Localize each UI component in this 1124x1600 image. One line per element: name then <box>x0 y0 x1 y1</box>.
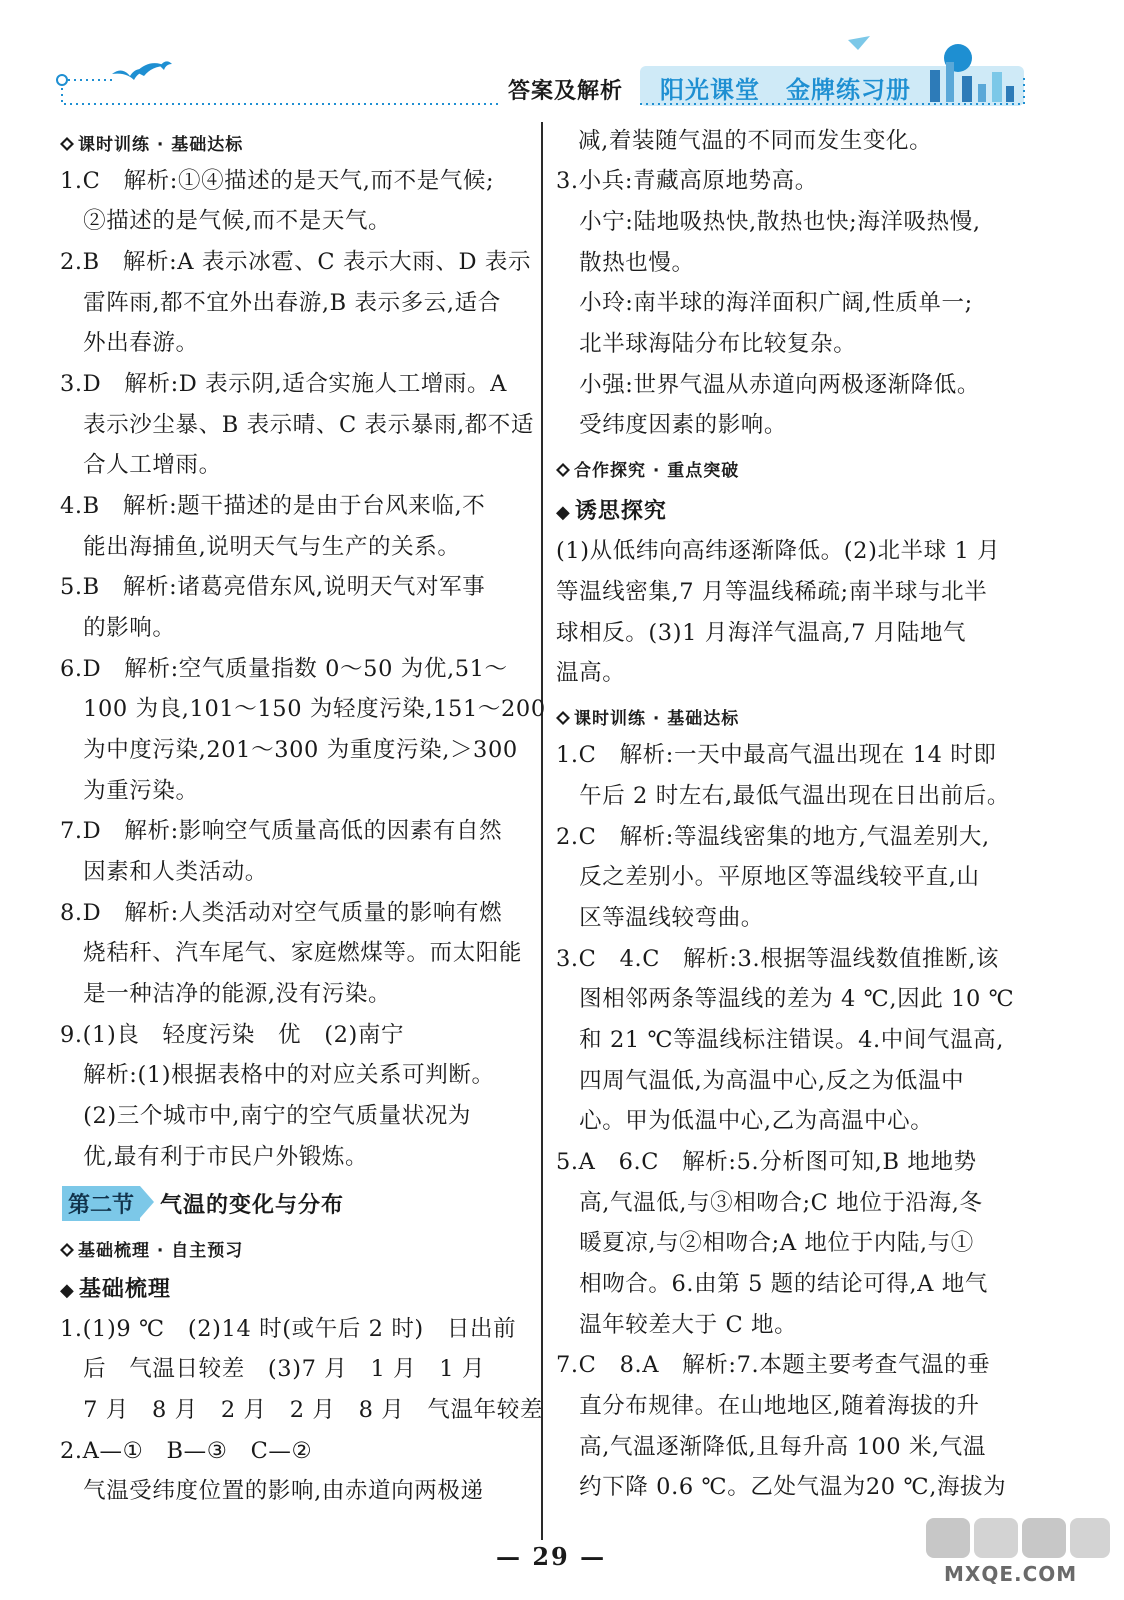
answer-line: 合人工增雨。 <box>60 452 222 478</box>
answer-line: 反之差别小。平原地区等温线较平直,山 <box>556 864 980 890</box>
answer-line: 7.D 解析:影响空气质量高低的因素有自然 <box>60 818 503 844</box>
answer-line: 直分布规律。在山地地区,随着海拔的升 <box>556 1393 980 1419</box>
diamond-bullet-icon: ◆ <box>556 502 571 523</box>
answer-line: 8.D 解析:人类活动对空气质量的影响有燃 <box>60 900 503 926</box>
answer-line: 2.B 解析:A 表示冰雹、C 表示大雨、D 表示 <box>60 249 532 275</box>
section-bar-training: 课时训练 · 基础达标 <box>60 130 243 155</box>
page-number: — 29 — <box>496 1542 607 1571</box>
answer-line: 的影响。 <box>60 615 176 641</box>
subsection-title: ◆ 诱思探究 <box>556 499 667 524</box>
answer-line: 解析:(1)根据表格中的对应关系可判断。 <box>60 1062 495 1088</box>
section-bar-training-2: 课时训练 · 基础达标 <box>556 704 739 729</box>
answer-line: 4.B 解析:题干描述的是由于台风来临,不 <box>60 493 486 519</box>
series-title: 阳光课堂 <box>660 76 760 104</box>
answer-line: 6.D 解析:空气质量指数 0～50 为优,51～ <box>60 656 508 682</box>
answer-title: 答案及解析 <box>508 79 624 104</box>
answer-line: 气温受纬度位置的影响,由赤道向两极递 <box>60 1478 484 1504</box>
header-decoration <box>0 0 1124 130</box>
answer-line: 受纬度因素的影响。 <box>556 412 788 438</box>
answer-line: 7.C 8.A 解析:7.本题主要考查气温的垂 <box>556 1352 991 1378</box>
answer-line: 雷阵雨,都不宜外出春游,B 表示多云,适合 <box>60 290 501 316</box>
answer-line: 1.(1)9 ℃ (2)14 时(或午后 2 时) 日出前 <box>60 1316 517 1342</box>
answer-line: 小玲:南半球的海洋面积广阔,性质单一; <box>556 290 973 316</box>
answer-line: 球相反。(3)1 月海洋气温高,7 月陆地气 <box>556 620 967 646</box>
paper-plane-icon <box>848 36 870 50</box>
answer-line: (1)从低纬向高纬逐渐降低。(2)北半球 1 月 <box>556 538 1001 564</box>
answer-line: 是一种洁净的能源,没有污染。 <box>60 981 392 1007</box>
answer-line: 2.A—① B—③ C—② <box>60 1438 313 1464</box>
answer-line: 图相邻两条等温线的差为 4 ℃,因此 10 ℃ <box>556 986 1015 1012</box>
answer-line: 5.B 解析:诸葛亮借东风,说明天气对军事 <box>60 574 486 600</box>
answer-line: 四周气温低,为高温中心,反之为低温中 <box>556 1068 965 1094</box>
section-bar-cooperation: 合作探究 · 重点突破 <box>556 456 739 481</box>
answer-line: 7 月 8 月 2 月 2 月 8 月 气温年较差 <box>60 1397 543 1423</box>
book-title: 金牌练习册 <box>786 76 911 104</box>
answer-line: 能出海捕鱼,说明天气与生产的关系。 <box>60 534 461 560</box>
answer-line: 午后 2 时左右,最低气温出现在日出前后。 <box>556 783 1010 809</box>
diamond-icon <box>60 1243 74 1257</box>
answer-line: 小宁:陆地吸热快,散热也快;海洋吸热慢, <box>556 209 981 235</box>
answer-line: 后 气温日较差 (3)7 月 1 月 1 月 <box>60 1356 486 1382</box>
answer-line: 约下降 0.6 ℃。乙处气温为20 ℃,海拔为 <box>556 1474 1007 1500</box>
answer-line: 5.A 6.C 解析:5.分析图可知,B 地地势 <box>556 1149 977 1175</box>
watermark-text: MXQE.COM <box>944 1562 1078 1586</box>
diamond-icon <box>60 137 74 151</box>
answer-line: 2.C 解析:等温线密集的地方,气温差别大, <box>556 824 990 850</box>
section-number: 第二节 <box>62 1186 140 1221</box>
answer-line: 1.C 解析:一天中最高气温出现在 14 时即 <box>556 742 997 768</box>
answer-line: 烧秸秆、汽车尾气、家庭燃煤等。而太阳能 <box>60 940 523 966</box>
answer-line: 高,气温逐渐降低,且每升高 100 米,气温 <box>556 1434 987 1460</box>
diamond-icon <box>556 711 570 725</box>
answer-line: 心。甲为低温中心,乙为高温中心。 <box>556 1108 934 1134</box>
answer-line: 等温线密集,7 月等温线稀疏;南半球与北半 <box>556 579 988 605</box>
answer-line: 区等温线较弯曲。 <box>556 905 764 931</box>
answer-line: 北半球海陆分布比较复杂。 <box>556 331 857 357</box>
section-title <box>62 1186 344 1220</box>
answer-line: 散热也慢。 <box>556 250 695 276</box>
diamond-icon <box>556 463 570 477</box>
section-heading: 气温的变化与分布 <box>160 1193 345 1218</box>
page-header <box>0 0 1124 130</box>
answer-line: 优,最有利于市民户外锻炼。 <box>60 1144 369 1170</box>
answer-line: (2)三个城市中,南宁的空气质量状况为 <box>60 1103 472 1129</box>
answer-line: 外出春游。 <box>60 330 199 356</box>
answer-line: 温高。 <box>556 660 626 686</box>
answer-line: 小强:世界气温从赤道向两极逐渐降低。 <box>556 372 980 398</box>
answer-line: 为中度污染,201～300 为重度污染,＞300 <box>60 737 518 763</box>
answer-line: 为重污染。 <box>60 778 199 804</box>
answer-line: 高,气温低,与③相吻合;C 地位于沿海,冬 <box>556 1190 983 1216</box>
answer-line: 1.C 解析:①④描述的是天气,而不是气候; <box>60 168 495 194</box>
answer-line: 100 为良,101～150 为轻度污染,151～200 <box>60 696 546 722</box>
bird-icon <box>160 61 172 70</box>
diamond-bullet-icon: ◆ <box>60 1280 75 1301</box>
answer-line: 和 21 ℃等温线标注错误。4.中间气温高, <box>556 1027 1005 1053</box>
answer-line: 因素和人类活动。 <box>60 859 268 885</box>
answer-line: 9.(1)良 轻度污染 优 (2)南宁 <box>60 1022 405 1048</box>
column-divider <box>541 122 543 1540</box>
answer-line: 3.C 4.C 解析:3.根据等温线数值推断,该 <box>556 946 999 972</box>
answer-line: 温年较差大于 C 地。 <box>556 1312 798 1338</box>
answer-line: 3.D 解析:D 表示阴,适合实施人工增雨。A <box>60 371 507 397</box>
answer-line: 暖夏凉,与②相吻合;A 地位于内陆,与① <box>556 1230 974 1256</box>
subsection-title: ◆ 基础梳理 <box>60 1277 171 1302</box>
section-bar-basics: 基础梳理 · 自主预习 <box>60 1236 243 1261</box>
answer-line: 3.小兵:青藏高原地势高。 <box>556 168 818 194</box>
answer-line: 表示沙尘暴、B 表示晴、C 表示暴雨,都不适 <box>60 412 535 438</box>
answer-line: 相吻合。6.由第 5 题的结论可得,A 地气 <box>556 1271 988 1297</box>
answer-line: 减,着装随气温的不同而发生变化。 <box>578 128 933 154</box>
answer-line: ②描述的是气候,而不是天气。 <box>60 208 392 234</box>
